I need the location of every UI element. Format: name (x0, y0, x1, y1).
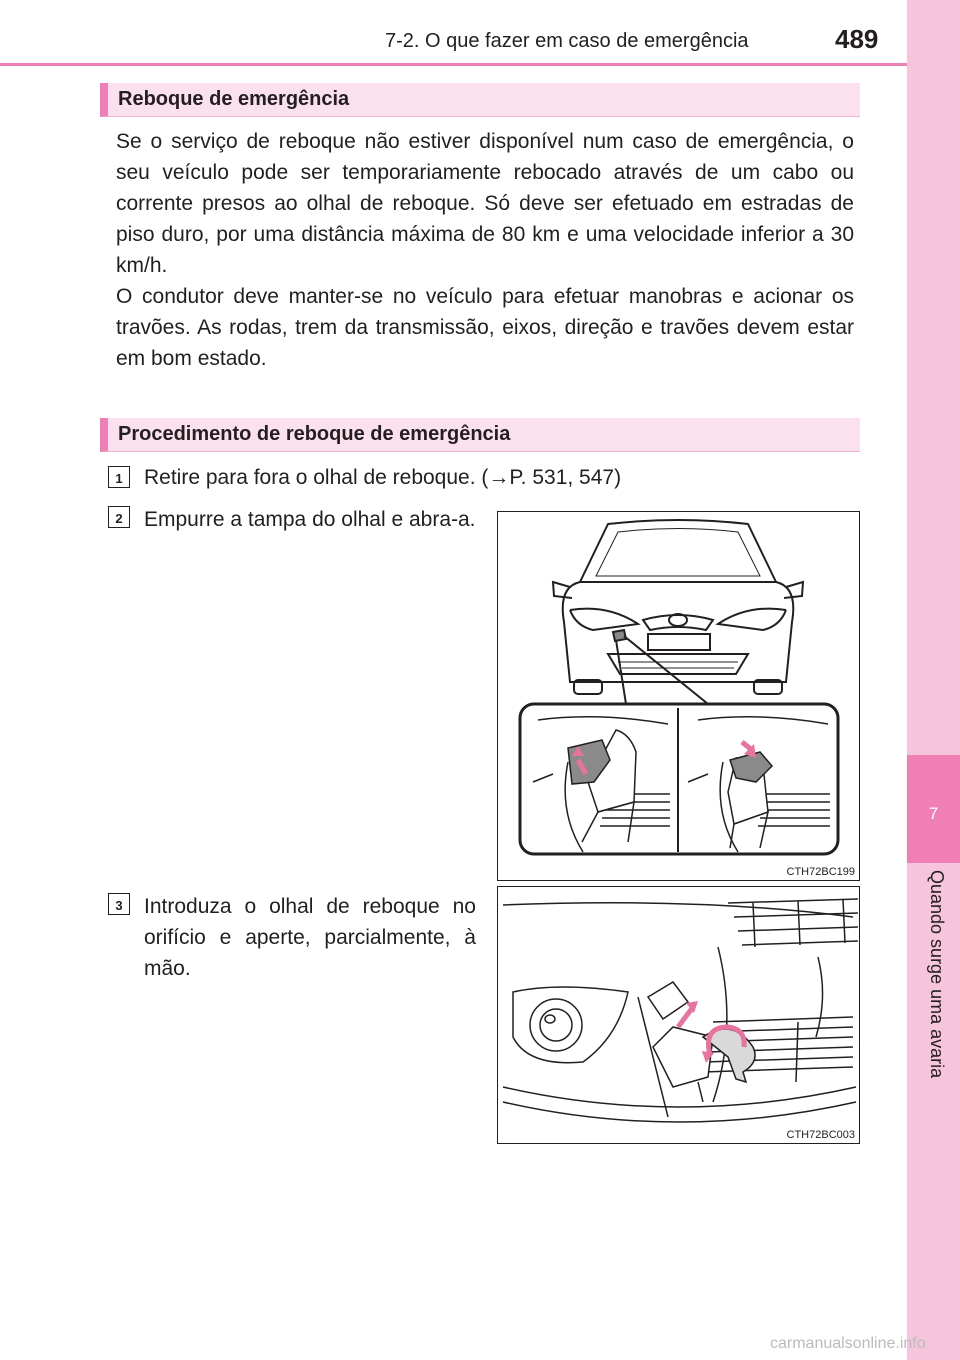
tow-eyelet-illustration (498, 887, 859, 1143)
step-number-3: 3 (108, 893, 130, 915)
step-text-1: Retire para fora o olhal de reboque. (→P. 531, 547) (144, 466, 622, 489)
chapter-number-tab: 7 (907, 755, 960, 863)
running-header-title: 7-2. O que fazer em caso de emergência (385, 30, 749, 52)
figure-tow-eyelet-insertion (497, 886, 860, 1144)
section1-body (116, 126, 854, 374)
section-heading-text: Reboque de emergência (118, 88, 350, 110)
step-number-2: 2 (108, 506, 130, 528)
header-rule (0, 63, 907, 66)
paragraph-towing-intro: Se o serviço de reboque não estiver disponível num caso de emergência, o seu veículo pode ser temporariamente rebocado através de um cabo ou corrente presos ao olhal de reboque. Só deve ser efetuado em estradas de piso duro, por uma distância máxima de 80 km e uma velocidade inferior a 30 km/h. (116, 130, 854, 277)
chapter-side-tab (907, 0, 960, 1360)
car-front-illustration (498, 512, 859, 880)
step-text-3: Introduza o olhal de reboque no orifício e aperte, parcialmente, à mão. (144, 895, 476, 980)
section-heading-emergency-towing (100, 83, 860, 117)
figure-code-2: CTH72BC003 (786, 1129, 855, 1141)
step-text-2: Empurre a tampa do olhal e abra-a. (144, 508, 476, 531)
step-number-1: 1 (108, 466, 130, 488)
section-heading-text: Procedimento de reboque de emergência (118, 423, 511, 445)
figure-car-front-tow-cover (497, 511, 860, 881)
section-heading-towing-procedure (100, 418, 860, 452)
watermark: carmanualsonline.info (770, 1335, 926, 1352)
figure-code-1: CTH72BC199 (786, 866, 855, 878)
page-number: 489 (835, 24, 879, 54)
paragraph-driver-requirements: O condutor deve manter-se no veículo para efetuar manobras e acionar os travões. As rodas, trem da transmissão, eixos, direção e travões devem estar em bom estado. (116, 285, 854, 370)
chapter-title-vertical (907, 870, 947, 910)
